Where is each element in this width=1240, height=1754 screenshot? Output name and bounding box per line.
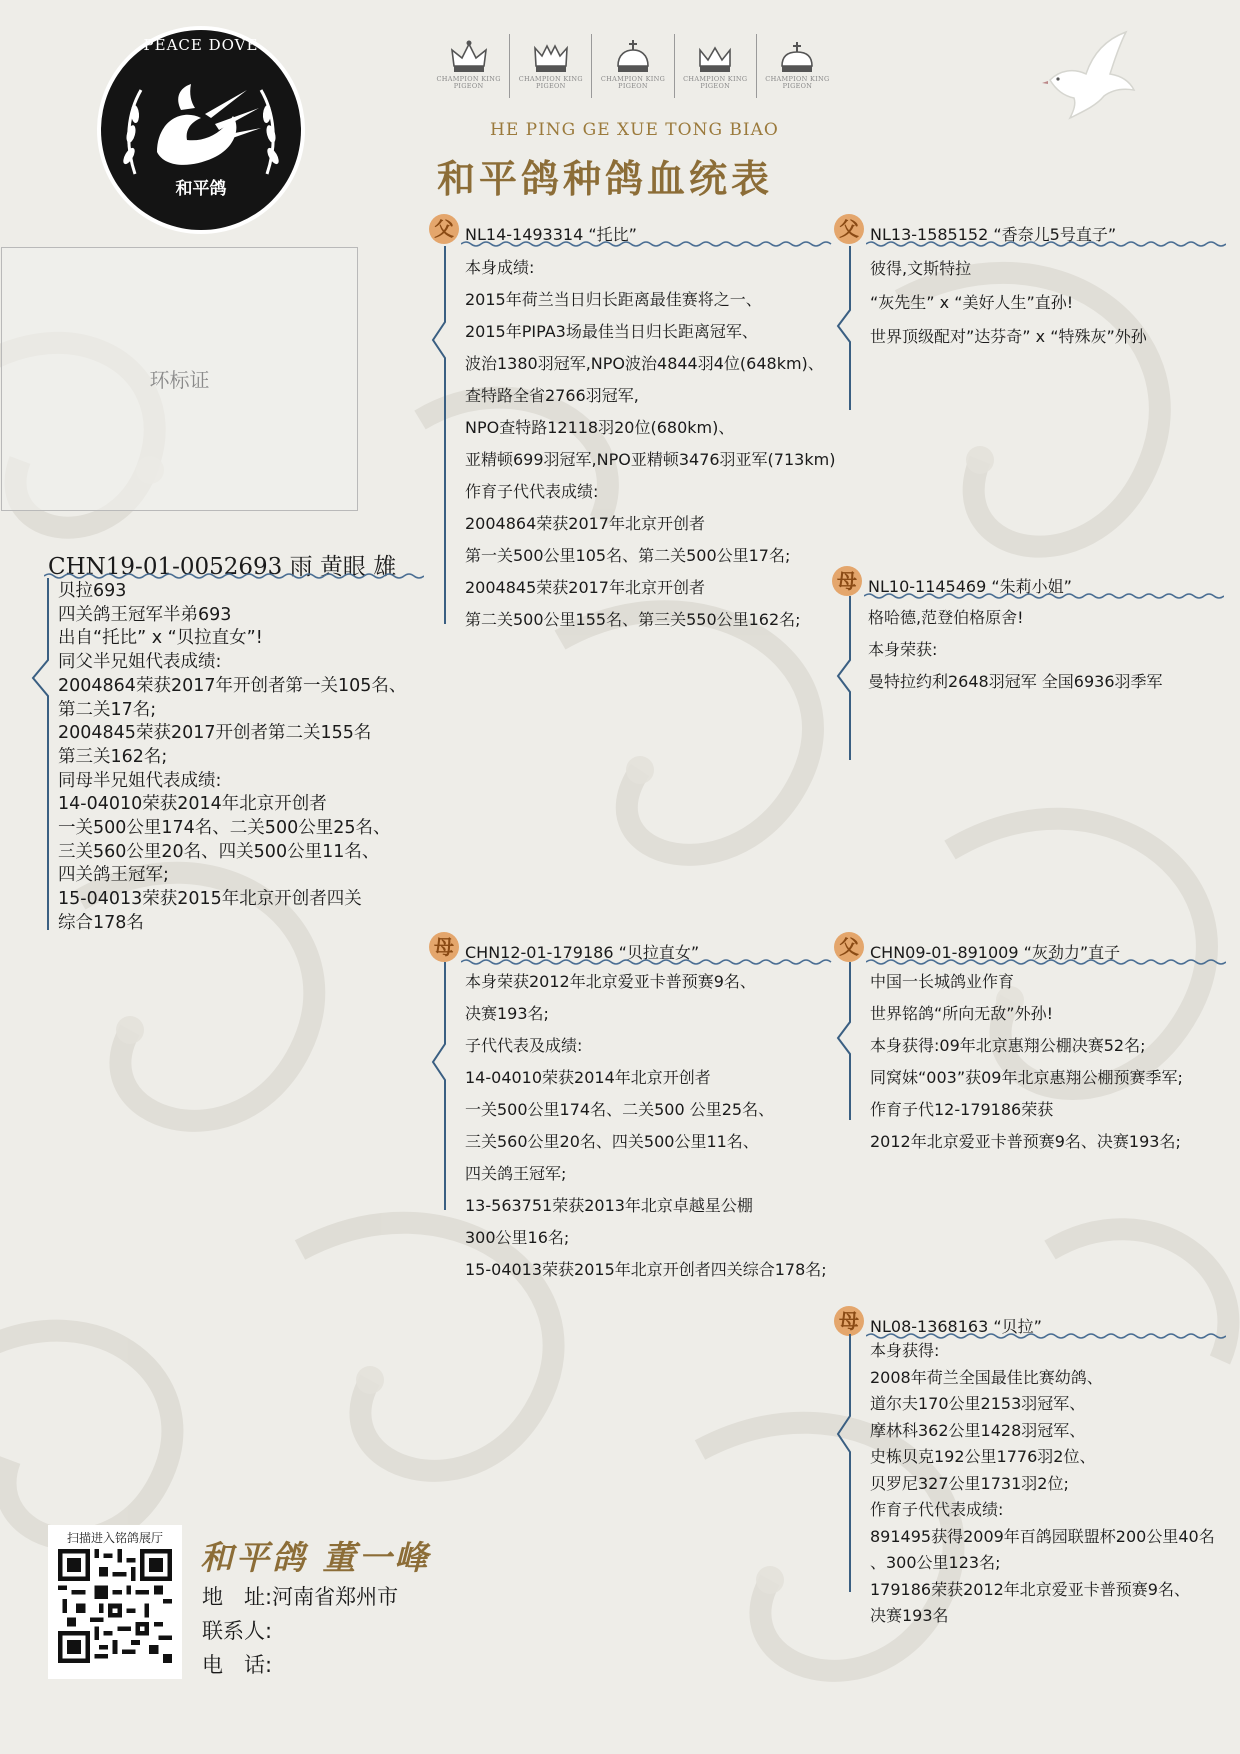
- page-title: 和平鸽种鸽血统表: [437, 156, 774, 201]
- sire-line: 第一关500公里105名、第二关500公里17名;: [465, 546, 791, 565]
- crown-badge: [756, 34, 838, 98]
- dam-dam-bracket: [836, 1334, 858, 1594]
- sire-line: 查特路全省2766羽冠军,: [465, 386, 639, 405]
- sire-sire-bracket: [836, 246, 858, 412]
- breeder-signature: 和平鸽 董一峰: [200, 1538, 431, 1577]
- sire-sire-badge: 父: [834, 214, 864, 244]
- dam-line: 四关鸽王冠军;: [465, 1164, 567, 1183]
- dam-dam-line: 贝罗尼327公里1731羽2位;: [870, 1473, 1069, 1493]
- crown-icon: [694, 38, 736, 76]
- dam-line: 本身荣获2012年北京爱亚卡普预赛9名、: [465, 972, 756, 991]
- subject-line: 15-04013荣获2015年北京开创者四关: [58, 889, 362, 910]
- ring-certificate-box: [1, 247, 358, 511]
- subject-line: 同父半兄姐代表成绩:: [58, 652, 222, 673]
- logo-bottom-text: 和平鸽: [175, 179, 227, 199]
- sire-dam-line: 曼特拉约利2648羽冠军 全国6936羽季军: [868, 672, 1163, 691]
- qr-code-icon: [58, 1549, 172, 1663]
- sire-sire-details: [870, 252, 1147, 354]
- sire-dam-badge: 母: [832, 566, 862, 596]
- sire-sire-line: 彼得,文斯特拉: [870, 259, 972, 278]
- dam-dam-badge: 母: [834, 1306, 864, 1336]
- subject-line: 三关560公里20名、四关500公里11名、: [58, 841, 380, 862]
- logo-top-text: PEACE DOVE: [143, 36, 259, 54]
- crown-icon: [776, 38, 818, 76]
- subject-line: 第三关162名;: [58, 746, 168, 767]
- qr-code-card[interactable]: [48, 1525, 182, 1679]
- crown-badge: [509, 34, 591, 98]
- dam-details: [465, 966, 827, 1286]
- address-line: 地 址:河南省郑州市: [202, 1585, 399, 1609]
- subject-details: [58, 580, 406, 936]
- sire-dam-bracket: [834, 596, 856, 762]
- sire-line: NPO查特路12118羽20位(680km)、: [465, 418, 735, 437]
- dam-line: 14-04010荣获2014年北京开创者: [465, 1068, 711, 1087]
- dove-icon: [1030, 22, 1140, 130]
- dam-badge: 母: [429, 932, 459, 962]
- subject-line: 14-04010荣获2014年北京开创者: [58, 794, 327, 815]
- sire-line: 作育子代代表成绩:: [465, 482, 599, 501]
- sire-line: 本身成绩:: [465, 258, 535, 277]
- crown-label: CHAMPION KING PIGEON: [518, 75, 583, 90]
- dam-dam-line: 、300公里123名;: [870, 1553, 1001, 1572]
- subject-line: 2004864荣获2017年开创者第一关105名、: [58, 675, 407, 696]
- crown-badge: [591, 34, 673, 98]
- crown-icon: [612, 38, 654, 76]
- crown-badge: [428, 34, 509, 98]
- sire-line: 2015年PIPA3场最佳当日归长距离冠军、: [465, 322, 758, 341]
- sire-line: 2015年荷兰当日归长距离最佳赛将之一、: [465, 290, 762, 309]
- sire-line: 亚精顿699羽冠军,NPO亚精顿3476羽亚军(713km): [465, 450, 836, 469]
- dam-dam-line: 2008年荷兰全国最佳比赛幼鸽、: [870, 1367, 1103, 1387]
- sire-sire-wave-underline: [866, 240, 1226, 248]
- dam-dam-line: 891495获得2009年百鸽园联盟杯200公里40名: [870, 1526, 1215, 1546]
- dam-sire-badge: 父: [834, 932, 864, 962]
- dam-sire-line: 世界铭鸽“所向无敌”外孙!: [870, 1004, 1053, 1023]
- sire-line: 波治1380羽冠军,NPO波治4844羽4位(648km)、: [465, 354, 824, 373]
- dam-sire-line: 同窝妹“003”获09年北京惠翔公棚预赛季军;: [870, 1068, 1183, 1087]
- dam-dam-line: 179186荣获2012年北京爱亚卡普预赛9名、: [870, 1579, 1190, 1599]
- logo-emblem-icon: [95, 24, 307, 236]
- dam-sire-line: 中国一长城鸽业作育: [870, 972, 1015, 991]
- sire-bracket: [431, 246, 453, 626]
- sire-line: 2004845荣获2017年北京开创者: [465, 578, 705, 597]
- dam-wave-underline: [461, 958, 836, 966]
- contact-person-line: 联系人:: [202, 1619, 273, 1643]
- subject-line: 四关鸽王冠军;: [58, 865, 169, 886]
- subject-line: 出自“托比” x “贝拉直女”!: [58, 628, 263, 649]
- dam-sire-line: 本身获得:09年北京惠翔公棚决赛52名;: [870, 1036, 1146, 1055]
- subject-line: 贝拉693: [58, 581, 127, 601]
- dam-dam-line: 道尔夫170公里2153羽冠军、: [870, 1394, 1086, 1413]
- dam-dam-line: 史栋贝克192公里1776羽2位、: [870, 1447, 1096, 1466]
- crown-label: CHAMPION KING PIGEON: [600, 75, 666, 90]
- subject-bracket: [30, 578, 52, 933]
- title-pinyin: HE PING GE XUE TONG BIAO: [490, 120, 779, 140]
- dam-line: 一关500公里174名、二关500 公里25名、: [465, 1100, 775, 1119]
- dam-ring-number: CHN12-01-179186 “贝拉直女”: [465, 943, 700, 962]
- sire-sire-line: 世界顶级配对”达芬奇” x “特殊灰”外孙: [870, 327, 1147, 346]
- subject-line: 同母半兄姐代表成绩:: [58, 770, 222, 791]
- sire-dam-ring-number: NL10-1145469 “朱莉小姐”: [868, 577, 1072, 596]
- crown-label: CHAMPION KING PIGEON: [436, 75, 501, 90]
- sire-sire-ring-number: NL13-1585152 “香奈儿5号直子”: [870, 225, 1117, 244]
- sire-dam-line: 本身荣获:: [868, 640, 938, 659]
- sire-wave-underline: [461, 240, 836, 248]
- crown-label: CHAMPION KING PIGEON: [765, 75, 830, 90]
- champion-crown-row: [428, 34, 838, 98]
- dam-sire-wave-underline: [866, 958, 1226, 966]
- peace-dove-logo: [95, 24, 307, 236]
- subject-line: 四关鸽王冠军半弟693: [58, 604, 232, 625]
- subject-line: 2004845荣获2017开创者第二关155名: [58, 723, 372, 744]
- dam-sire-details: [870, 966, 1183, 1158]
- sire-badge: 父: [429, 214, 459, 244]
- dam-line: 子代代表及成绩:: [465, 1036, 583, 1055]
- dam-sire-line: 作育子代12-179186荣获: [870, 1100, 1054, 1119]
- dam-sire-bracket: [836, 962, 858, 1122]
- dam-dam-line: 作育子代代表成绩:: [870, 1500, 1004, 1519]
- sire-dam-line: 格哈德,范登伯格原舍!: [868, 608, 1024, 627]
- subject-line: 一关500公里174名、二关500公里25名、: [58, 818, 391, 839]
- sire-dam-wave-underline: [864, 592, 1224, 600]
- dam-bracket: [431, 962, 453, 1212]
- crown-label: CHAMPION KING PIGEON: [683, 75, 748, 90]
- subject-line: 综合178名: [58, 912, 144, 933]
- dam-dam-line: 摩林科362公里1428羽冠军、: [870, 1420, 1086, 1440]
- dam-dam-details: [870, 1338, 1215, 1630]
- sire-ring-number: NL14-1493314 “托比”: [465, 225, 637, 244]
- dam-sire-line: 2012年北京爱亚卡普预赛9名、决赛193名;: [870, 1132, 1181, 1151]
- crown-icon: [448, 38, 490, 76]
- dam-line: 300公里16名;: [465, 1228, 570, 1247]
- sire-line: 2004864荣获2017年北京开创者: [465, 514, 705, 533]
- dam-dam-line: 决赛193名: [870, 1606, 949, 1625]
- crown-badge: [674, 34, 756, 98]
- qr-label: 扫描进入铭鸽展厅: [66, 1531, 163, 1545]
- subject-wave-underline: [44, 572, 424, 580]
- dam-line: 三关560公里20名、四关500公里11名、: [465, 1132, 759, 1151]
- sire-details: [465, 252, 835, 636]
- dam-line: 15-04013荣获2015年北京开创者四关综合178名;: [465, 1260, 827, 1279]
- sire-dam-details: [868, 602, 1163, 698]
- sire-line: 第二关500公里155名、第三关550公里162名;: [465, 610, 801, 629]
- dam-dam-line: 本身获得:: [870, 1341, 940, 1360]
- dam-line: 决赛193名;: [465, 1004, 549, 1023]
- crown-icon: [530, 38, 572, 76]
- dam-dam-ring-number: NL08-1368163 “贝拉”: [870, 1317, 1042, 1336]
- subject-ring-number: CHN19-01-0052693 雨 黄眼 雄: [48, 554, 397, 580]
- subject-line: 第二关17名;: [58, 699, 157, 720]
- phone-line: 电 话:: [202, 1653, 273, 1677]
- contact-info: [202, 1580, 398, 1682]
- ring-certificate-label: 环标证: [149, 368, 210, 392]
- dam-line: 13-563751荣获2013年北京卓越星公棚: [465, 1196, 753, 1215]
- dam-sire-ring-number: CHN09-01-891009 “灰劲力”直子: [870, 943, 1121, 962]
- sire-sire-line: “灰先生” x “美好人生”直孙!: [870, 293, 1074, 312]
